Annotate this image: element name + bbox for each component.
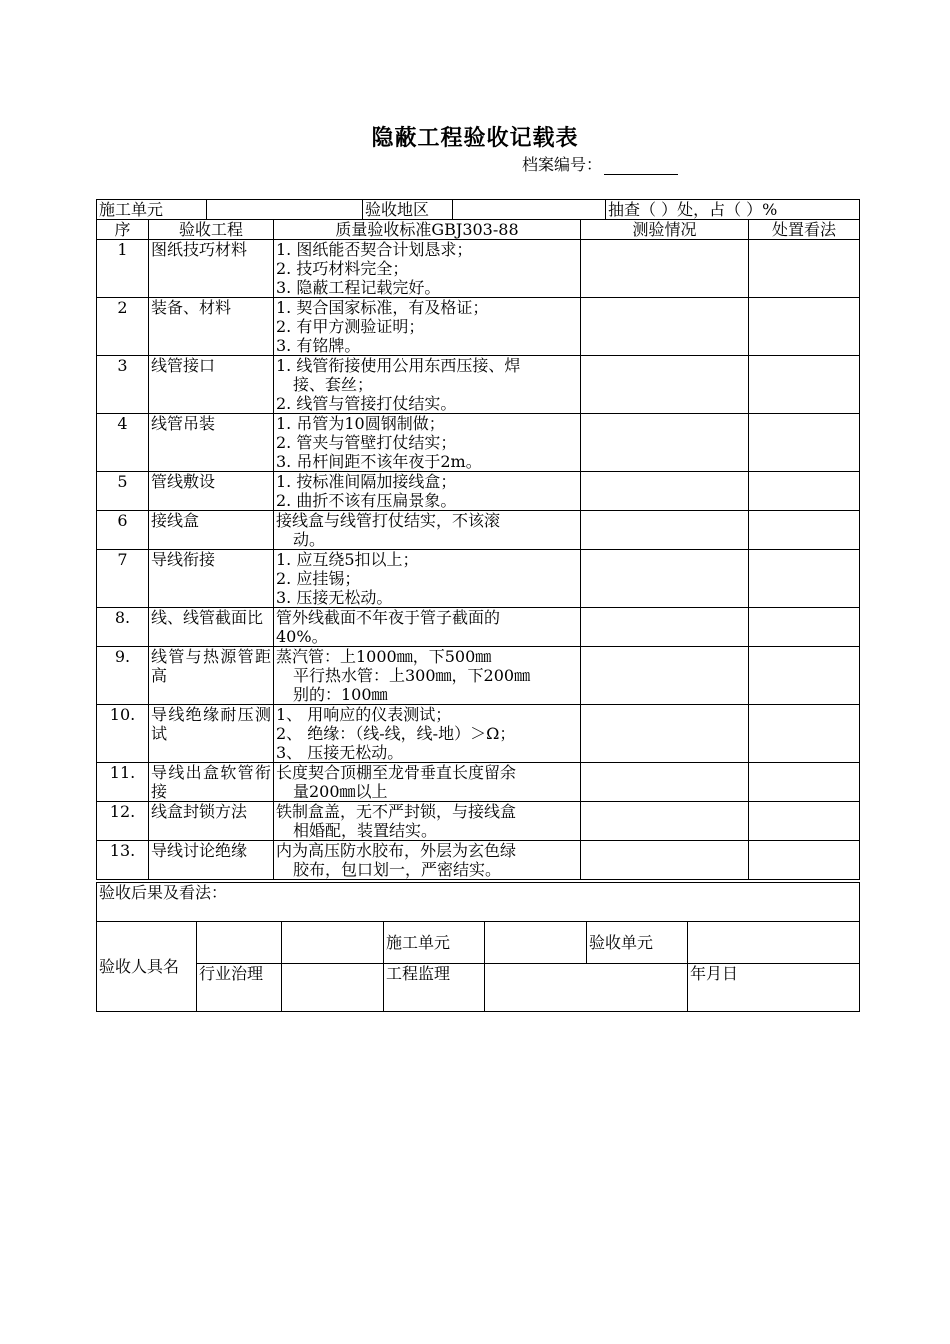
standard-line: 长度契合顶棚至龙骨垂直长度留余 [276, 763, 517, 782]
row-standard [274, 608, 581, 647]
construction-unit-label: 施工单元 [384, 922, 485, 964]
table-row [97, 240, 860, 298]
standard-line: 3、 压接无松动。 [276, 743, 404, 762]
row-item: 线管吊装 [149, 414, 274, 472]
unit-field[interactable] [207, 200, 363, 219]
row-standard [274, 356, 581, 414]
standard-line: 量200㎜以上 [293, 782, 388, 801]
standard-line: 1. 吊管为10圆钢制做； [276, 414, 445, 433]
column-header-row [97, 220, 860, 240]
table-row [97, 705, 860, 763]
area-field[interactable] [453, 200, 606, 219]
table-row [97, 298, 860, 356]
row-test-result[interactable] [581, 608, 749, 647]
standard-line: 平行热水管：上300㎜，下200㎜ [293, 666, 531, 685]
signature-table [96, 882, 860, 1012]
row-opinion[interactable] [749, 763, 860, 802]
row-seq: 4 [97, 414, 149, 472]
row-opinion[interactable] [749, 705, 860, 763]
row-standard [274, 240, 581, 298]
row-standard [274, 647, 581, 705]
col-opinion: 处置看法 [749, 220, 860, 240]
row-test-result[interactable] [581, 511, 749, 550]
table-row [97, 356, 860, 414]
row-item: 线盒封锁方法 [149, 802, 274, 841]
standard-line: 3. 有铭牌。 [276, 336, 361, 355]
standard-line: 1. 图纸能否契合计划恳求； [276, 240, 473, 259]
row-test-result[interactable] [581, 356, 749, 414]
standard-line: 1. 契合国家标准，有及格证； [276, 298, 489, 317]
table-row [97, 414, 860, 472]
standard-line: 蒸汽管：上1000㎜，下500㎜ [276, 647, 492, 666]
standard-line: 1. 应互绕5扣以上； [276, 550, 419, 569]
row-test-result[interactable] [581, 841, 749, 880]
standard-line: 3. 压接无松动。 [276, 588, 393, 607]
standard-line: 1、 用响应的仪表测试； [276, 705, 452, 724]
standard-line: 3. 吊杆间距不该年夜于2m。 [276, 452, 482, 471]
table-row [97, 763, 860, 802]
table-row [97, 472, 860, 511]
row-standard [274, 472, 581, 511]
standard-line: 2. 线管与管接打仗结实。 [276, 394, 457, 413]
standard-line: 3. 隐蔽工程记载完好。 [276, 278, 441, 297]
col-test: 测验情况 [581, 220, 749, 240]
standard-line: 内为高压防水胶布，外层为玄色绿 [276, 841, 517, 860]
row-item: 图纸技巧材料 [149, 240, 274, 298]
standard-line: 2. 曲折不该有压扁景象。 [276, 491, 457, 510]
row-item: 线管与热源管距高 [149, 647, 274, 705]
row-item: 导线讨论绝缘 [149, 841, 274, 880]
row-item: 线、线管截面比 [149, 608, 274, 647]
acceptance-unit-label: 验收单元 [587, 922, 688, 964]
archive-number [522, 152, 678, 175]
standard-line: 2. 管夹与管壁打仗结实； [276, 433, 457, 452]
standard-line: 2. 应挂锡； [276, 569, 361, 588]
row-standard [274, 841, 581, 880]
row-standard [274, 414, 581, 472]
standard-line: 接、套丝； [293, 375, 374, 394]
row-opinion[interactable] [749, 414, 860, 472]
date-label: 年月日 [688, 964, 860, 1012]
signer-label: 验收人具名 [97, 922, 197, 1012]
row-standard [274, 705, 581, 763]
row-test-result[interactable] [581, 472, 749, 511]
row-item: 线管接口 [149, 356, 274, 414]
row-seq: 10. [97, 705, 149, 763]
col-item: 验收工程 [149, 220, 274, 240]
unit-label: 施工单元 [97, 200, 207, 219]
table-row [97, 802, 860, 841]
row-opinion[interactable] [749, 511, 860, 550]
row-seq: 11. [97, 763, 149, 802]
result-label: 验收后果及看法： [97, 883, 860, 922]
row-test-result[interactable] [581, 647, 749, 705]
standard-line: 2. 有甲方测验证明； [276, 317, 425, 336]
row-item: 导线绝缘耐压测试 [149, 705, 274, 763]
row-test-result[interactable] [581, 705, 749, 763]
row-standard [274, 550, 581, 608]
row-item: 导线衔接 [149, 550, 274, 608]
row-seq: 2 [97, 298, 149, 356]
acceptance-unit-sign[interactable] [688, 922, 860, 964]
row-opinion[interactable] [749, 240, 860, 298]
table-row [97, 550, 860, 608]
archive-number-field[interactable] [604, 160, 678, 175]
row-item: 导线出盒软管衔接 [149, 763, 274, 802]
standard-line: 1. 线管衔接使用公用东西压接、焊 [276, 356, 521, 375]
standard-line: 2、 绝缘：（线-线，线-地）＞Ω； [276, 724, 516, 743]
standard-line: 管外线截面不年夜于管子截面的 [276, 608, 501, 627]
archive-label: 档案编号： [522, 155, 603, 174]
row-opinion[interactable] [749, 550, 860, 608]
row-test-result[interactable] [581, 240, 749, 298]
col-seq: 序 [97, 220, 149, 240]
row-test-result[interactable] [581, 550, 749, 608]
row-seq: 5 [97, 472, 149, 511]
row-standard [274, 511, 581, 550]
row-item: 接线盒 [149, 511, 274, 550]
row-seq: 9. [97, 647, 149, 705]
supervision-label: 工程监理 [384, 964, 485, 1012]
row-opinion[interactable] [749, 647, 860, 705]
table-row [97, 647, 860, 705]
standard-line: 胶布，包口划一，严密结实。 [293, 860, 502, 879]
row-test-result[interactable] [581, 763, 749, 802]
standard-line: 别的：100㎜ [293, 685, 388, 704]
row-standard [274, 802, 581, 841]
row-standard [274, 298, 581, 356]
standard-line: 动。 [293, 530, 326, 549]
standard-line: 相婚配，装置结实。 [293, 821, 438, 840]
supervision-sign[interactable] [485, 964, 688, 1012]
row-standard [274, 763, 581, 802]
row-item: 装备、材料 [149, 298, 274, 356]
table-row [97, 608, 860, 647]
spot-check-label: 抽查（ ）处，占（ ）% [608, 200, 778, 219]
construction-unit-sign[interactable] [485, 922, 587, 964]
page-title: 隐蔽工程验收记载表 [371, 125, 579, 151]
row-seq: 3 [97, 356, 149, 414]
industry-label: 行业治理 [197, 964, 282, 1012]
row-test-result[interactable] [581, 414, 749, 472]
row-test-result[interactable] [581, 298, 749, 356]
table-row [97, 511, 860, 550]
row-opinion[interactable] [749, 841, 860, 880]
inspection-table [96, 199, 860, 880]
standard-line: 接线盒与线管打仗结实，不该滚 [276, 511, 501, 530]
table-row [97, 841, 860, 880]
row-seq: 7 [97, 550, 149, 608]
row-seq: 1 [97, 240, 149, 298]
col-standard: 质量验收标准GBJ303-88 [274, 220, 581, 240]
row-opinion[interactable] [749, 298, 860, 356]
industry-sign[interactable] [282, 964, 384, 1012]
row-test-result[interactable] [581, 802, 749, 841]
standard-line: 铁制盒盖，无不严封锁，与接线盒 [276, 802, 517, 821]
row-seq: 8. [97, 608, 149, 647]
row-opinion[interactable] [749, 356, 860, 414]
area-label: 验收地区 [363, 200, 453, 219]
signer-blank-1[interactable] [197, 922, 282, 964]
row-seq: 12. [97, 802, 149, 841]
signer-blank-2[interactable] [282, 922, 384, 964]
row-opinion[interactable] [749, 608, 860, 647]
header-info-row [97, 200, 860, 220]
row-seq: 6 [97, 511, 149, 550]
row-seq: 13. [97, 841, 149, 880]
standard-line: 40%。 [276, 627, 328, 646]
row-opinion[interactable] [749, 472, 860, 511]
standard-line: 1. 按标准间隔加接线盒； [276, 472, 457, 491]
row-opinion[interactable] [749, 802, 860, 841]
standard-line: 2. 技巧材料完全； [276, 259, 409, 278]
row-item: 管线敷设 [149, 472, 274, 511]
